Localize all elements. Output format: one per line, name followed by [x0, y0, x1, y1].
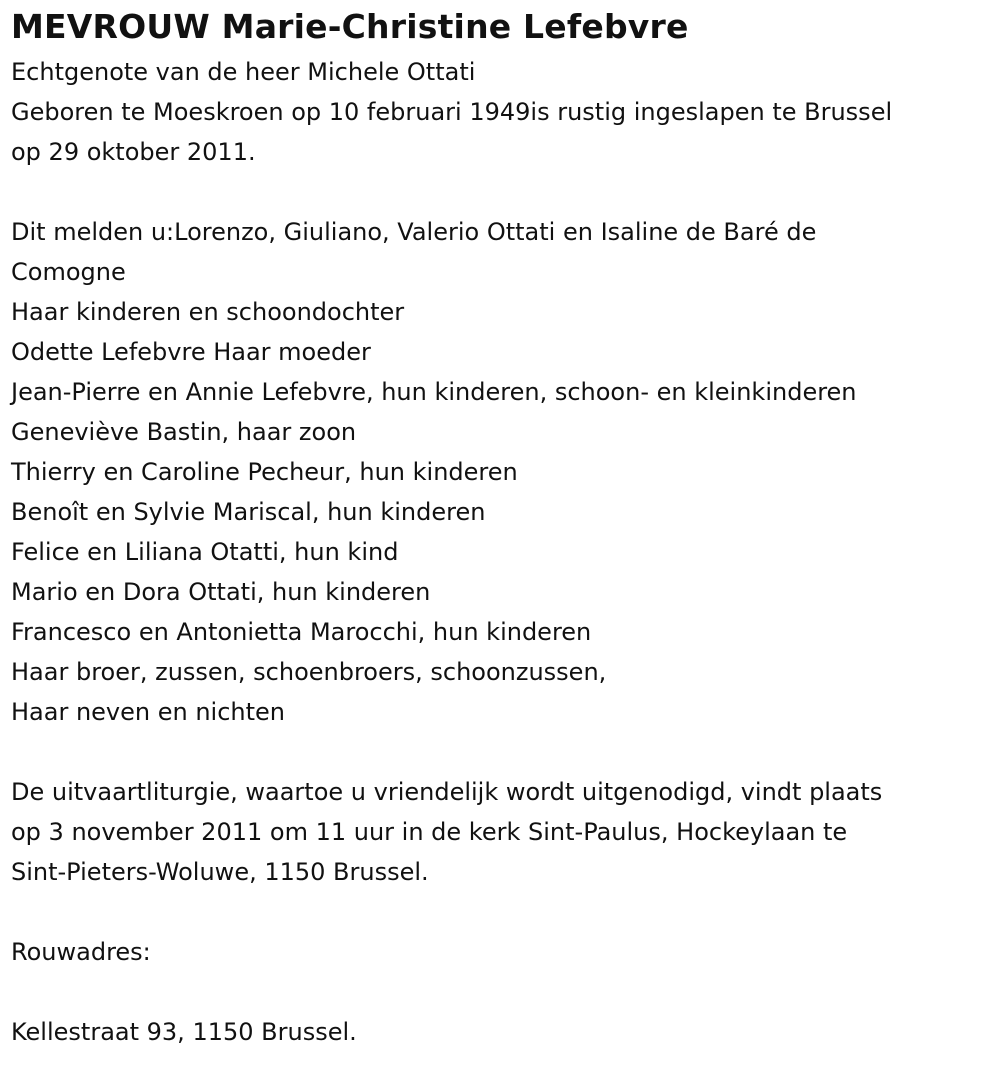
announcer-line: Geneviève Bastin, haar zoon	[11, 418, 357, 446]
intro-block	[11, 52, 991, 172]
announcer-line: Mario en Dora Ottati, hun kinderen	[11, 578, 431, 606]
announcer-line: Felice en Liliana Otatti, hun kind	[11, 538, 399, 566]
announcer-line: Jean-Pierre en Annie Lefebvre, hun kinderen, schoon- en kleinkinderen	[11, 378, 857, 406]
spacer	[11, 972, 991, 1012]
ceremony-line: Sint-Pieters-Woluwe, 1150 Brussel.	[11, 858, 429, 886]
spacer	[11, 732, 991, 772]
ceremony-block	[11, 772, 991, 892]
announcers-block	[11, 212, 991, 732]
obituary-notice	[11, 2, 991, 1052]
mourning-address: Kellestraat 93, 1150 Brussel.	[11, 1018, 357, 1046]
birth-death-line: Geboren te Moeskroen op 10 februari 1949is rustig ingeslapen te Brussel	[11, 98, 893, 126]
spacer	[11, 172, 991, 212]
spouse-line: Echtgenote van de heer Michele Ottati	[11, 58, 476, 86]
announcer-line: Benoît en Sylvie Mariscal, hun kinderen	[11, 498, 486, 526]
deceased-name-title: MEVROUW Marie-Christine Lefebvre	[11, 7, 689, 46]
announcer-line: Dit melden u:Lorenzo, Giuliano, Valerio Ottati en Isaline de Baré de	[11, 218, 817, 246]
announcer-line: Thierry en Caroline Pecheur, hun kinderen	[11, 458, 518, 486]
spacer	[11, 892, 991, 932]
announcer-line: Comogne	[11, 258, 126, 286]
announcer-line: Odette Lefebvre Haar moeder	[11, 338, 371, 366]
announcer-line: Francesco en Antonietta Marocchi, hun kinderen	[11, 618, 592, 646]
ceremony-line: De uitvaartliturgie, waartoe u vriendelijk wordt uitgenodigd, vindt plaats	[11, 778, 883, 806]
ceremony-line: op 3 november 2011 om 11 uur in de kerk Sint-Paulus, Hockeylaan te	[11, 818, 848, 846]
address-label: Rouwadres:	[11, 938, 151, 966]
announcer-line: Haar kinderen en schoondochter	[11, 298, 405, 326]
announcer-line: Haar neven en nichten	[11, 698, 286, 726]
announcer-line: Haar broer, zussen, schoenbroers, schoonzussen,	[11, 658, 607, 686]
death-date-line: op 29 oktober 2011.	[11, 138, 256, 166]
